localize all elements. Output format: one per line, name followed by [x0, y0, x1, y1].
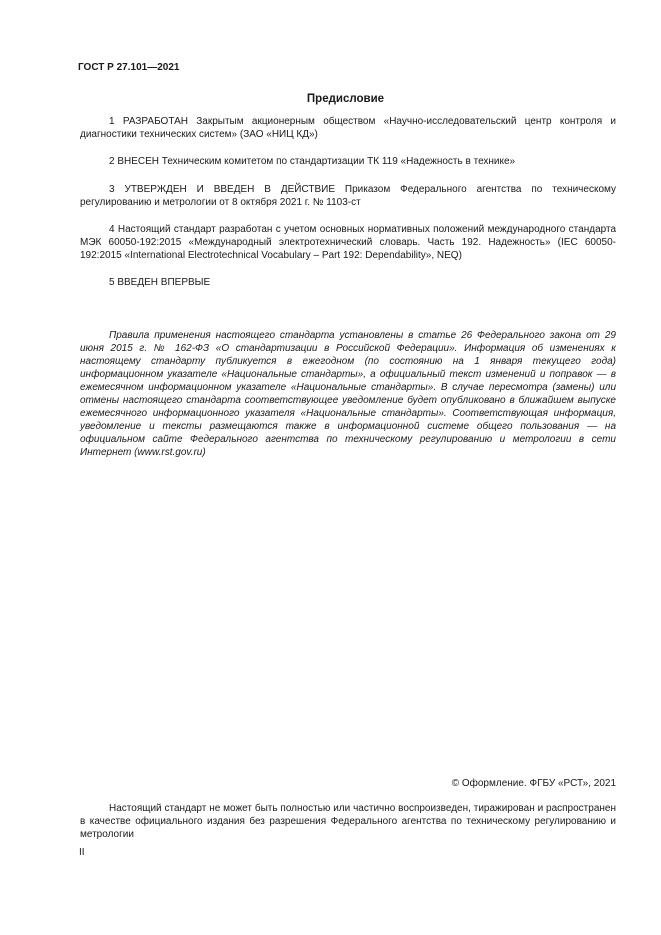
preface-item-3: 3 УТВЕРЖДЕН И ВВЕДЕН В ДЕЙСТВИЕ Приказом Федерального агентства по техническому регулированию и метрологии от 8 октября 2021 г. № 1103-ст [80, 184, 616, 208]
page-number: II [79, 847, 85, 858]
preface-item-5: 5 ВВЕДЕН ВПЕРВЫЕ [109, 277, 211, 288]
preface-item-4: 4 Настоящий стандарт разработан с учетом основных нормативных положений международного стандарта МЭК 60050-192:2015 «Международный электротехнический словарь. Часть 192. Надежность» (IEC 60050-192:2015 «International Electrotechnical Vocabulary – Part 192: Dependability», NEQ) [80, 224, 616, 261]
reproduction-notice: Настоящий стандарт не может быть полностью или частично воспроизведен, тиражирован и распространен в качестве официального издания без разрешения Федерального агентства по техническому регулированию и метрологии [80, 803, 616, 840]
preface-title: Предисловие [306, 93, 385, 105]
preface-item-1: 1 РАЗРАБОТАН Закрытым акционерным обществом «Научно-исследовательский центр контроля и диагностики технических систем» (ЗАО «НИЦ КД») [80, 116, 616, 140]
rules-note: Правила применения настоящего стандарта установлены в статье 26 Федерального закона от 29 июня 2015 г. № 162-ФЗ «О стандартизации в Российской Федерации». Информация об изменениях к настоящему стандарту публикуется в ежегодном (по состоянию на 1 января текущего года) информационном указателе «Национальные стандарты», а официальный текст изменений и поправок — в ежемесячном информационном указателе «Национальные стандарты». В случае пересмотра (замены) или отмены настоящего стандарта соответствующее уведомление будет опубликовано в ближайшем выпуске ежемесячного информационного указателя «Национальные стандарты». Соответствующая информация, уведомление и тексты размещаются также в информационной системе общего пользования — на официальном сайте Федерального агентства по техническому регулированию и метрологии в сети Интернет (www.rst.gov.ru) [80, 330, 616, 458]
preface-item-2: 2 ВНЕСЕН Техническим комитетом по стандартизации ТК 119 «Надежность в технике» [109, 156, 516, 167]
copyright: © Оформление. ФГБУ «РСТ», 2021 [451, 778, 616, 789]
doc-number: ГОСТ Р 27.101—2021 [78, 62, 180, 73]
